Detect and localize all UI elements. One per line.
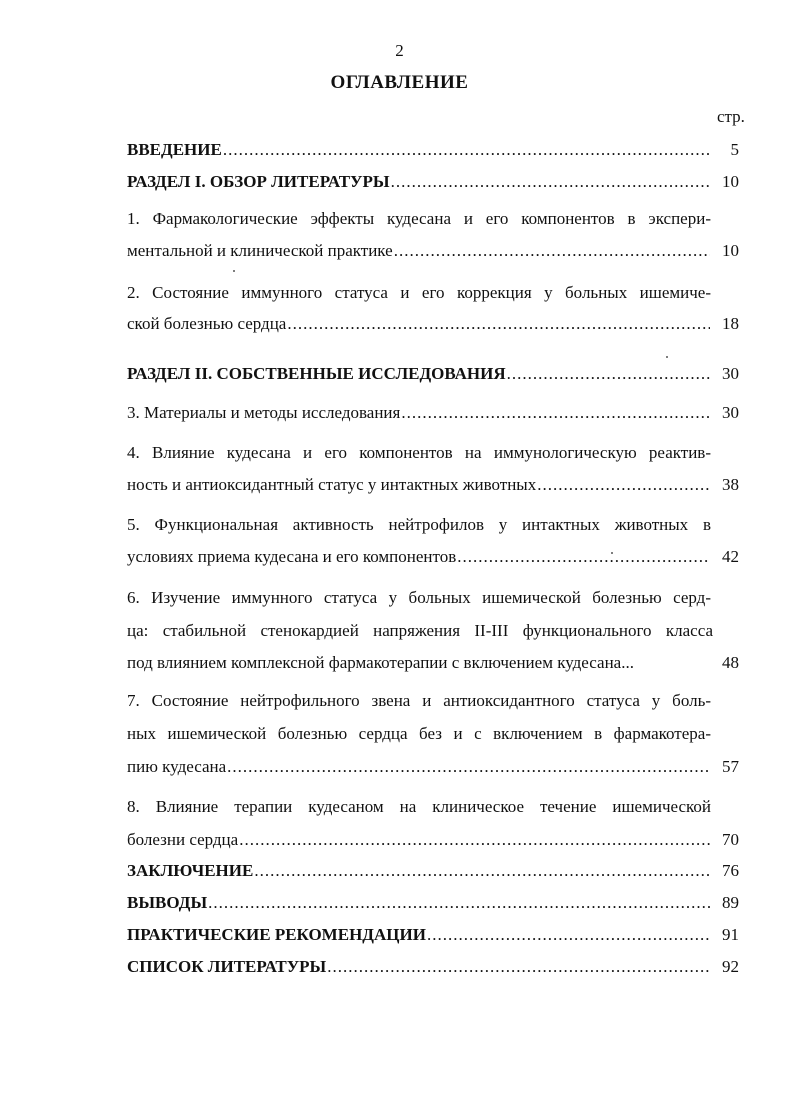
page-title: ОГЛАВЛЕНИЕ [330,72,469,93]
scan-speck [611,552,613,554]
toc-page: 30 [722,403,739,422]
toc-entry-7-line1: 7. Состояние нейтрофильного звена и антиоксидантного статуса у боль- [127,691,711,710]
toc-entry-intro[interactable] [127,139,739,161]
toc-entry-7[interactable] [127,756,739,778]
toc-entry-findings[interactable] [127,892,739,914]
page-column-label: стр. [717,107,745,126]
toc-entry-1[interactable] [127,240,739,262]
toc-page: 91 [722,925,739,944]
toc-leader [457,546,710,568]
toc-leader [287,313,710,335]
toc-page: 30 [722,364,739,383]
toc-entry-2[interactable] [127,313,739,335]
page-number: 2 [395,41,404,60]
toc-label: ВВЕДЕНИЕ [127,140,222,159]
toc-label: пию кудесана [127,757,227,776]
toc-entry-4-line1: 4. Влияние кудесана и его компонентов на иммунологическую реактив- [127,443,711,462]
toc-entry-section-2[interactable] [127,363,739,385]
toc-page: 42 [722,547,739,566]
toc-entry-3[interactable] [127,402,739,424]
scan-speck [233,270,235,272]
toc-entry-1-line1: 1. Фармакологические эффекты кудесана и его компонентов в экспери- [127,209,711,228]
toc-label: РАЗДЕЛ II. СОБСТВЕННЫЕ ИССЛЕДОВАНИЯ [127,364,506,383]
toc-leader [391,171,710,193]
toc-label: условиях приема кудесана и его компонентов [127,547,457,566]
toc-label: ность и антиоксидантный статус у интактных животных [127,475,537,494]
toc-leader [223,139,710,161]
toc-leader [394,240,710,262]
toc-leader [239,829,710,851]
toc-entry-4[interactable] [127,474,739,496]
toc-entry-conclusion[interactable] [127,860,739,882]
toc-leader [208,892,710,914]
toc-label: под влиянием комплексной фармакотерапии с включением кудесана... [127,653,634,672]
toc-page: 10 [722,172,739,191]
toc-entry-7-line2: ных ишемической болезнью сердца без и с включением в фармакотера- [127,724,711,743]
scan-speck [666,356,668,358]
toc-label: 3. Материалы и методы исследования [127,403,401,422]
toc-entry-5[interactable] [127,546,739,568]
toc-label: болезни сердца [127,830,239,849]
toc-page: 89 [722,893,739,912]
toc-entry-8[interactable] [127,829,739,851]
toc-entry-6-line2: ца: стабильной стенокардией напряжения II-III функционального класса [127,621,713,640]
toc-page: 76 [722,861,739,880]
toc-entry-2-line1: 2. Состояние иммунного статуса и его коррекция у больных ишемиче- [127,283,711,302]
toc-entry-references[interactable] [127,956,739,978]
toc-page: 38 [722,475,739,494]
toc-leader [254,860,710,882]
toc-leader [401,402,710,424]
toc-entry-recommendations[interactable] [127,924,739,946]
toc-label: ской болезнью сердца [127,314,287,333]
toc-label: СПИСОК ЛИТЕРАТУРЫ [127,957,327,976]
toc-entry-8-line1: 8. Влияние терапии кудесаном на клиническое течение ишемической [127,797,711,816]
toc-leader [537,474,710,496]
toc-label: ЗАКЛЮЧЕНИЕ [127,861,254,880]
toc-entry-6[interactable] [127,652,739,674]
toc-page: 18 [722,314,739,333]
toc-page: 70 [722,830,739,849]
toc-page: 48 [722,653,739,672]
toc-page: 57 [722,757,739,776]
toc-entry-5-line1: 5. Функциональная активность нейтрофилов у интактных животных в [127,515,711,534]
toc-leader [227,756,710,778]
toc-entry-6-line1: 6. Изучение иммунного статуса у больных ишемической болезнью серд- [127,588,711,607]
toc-label: ментальной и клинической практике [127,241,393,260]
toc-label: ПРАКТИЧЕСКИЕ РЕКОМЕНДАЦИИ [127,925,426,944]
toc-entry-section-1[interactable] [127,171,739,193]
toc-page: 5 [730,140,739,159]
toc-label: РАЗДЕЛ I. ОБЗОР ЛИТЕРАТУРЫ [127,172,390,191]
toc-label: ВЫВОДЫ [127,893,208,912]
toc-leader [507,363,710,385]
toc-page: 92 [722,957,739,976]
toc-leader [427,924,710,946]
toc-leader [327,956,710,978]
toc-page: 10 [722,241,739,260]
